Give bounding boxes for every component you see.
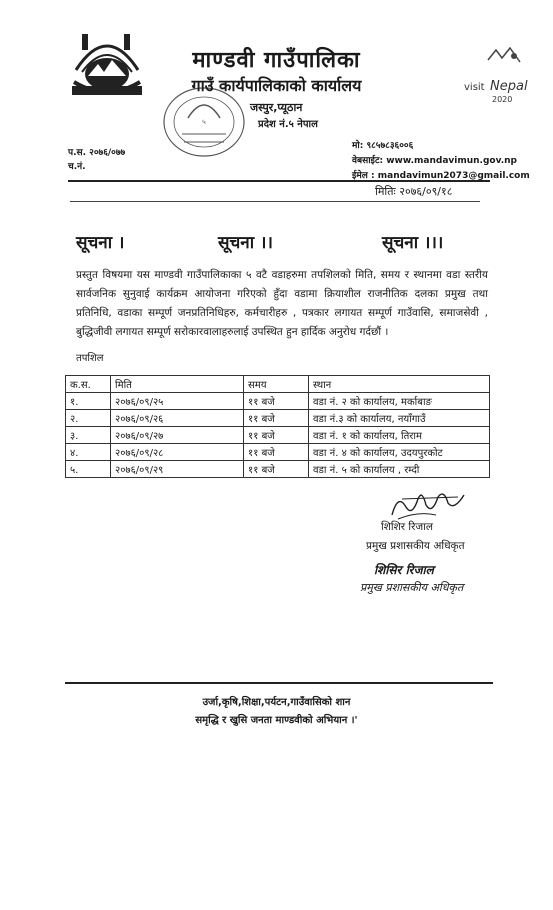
row-date: २०७६/०९/२६ [111,410,244,427]
row-place: वडा नं. ५ को कार्यालय , रम्दी [309,461,490,478]
row-place: वडा नं. १ को कार्यालय, तिराम [309,427,490,444]
table-row [66,461,490,478]
website: वेबसाईट: www.mandavimun.gov.np [352,156,517,166]
office-location: जस्पुर,प्यूठान [250,101,303,114]
table-row [66,393,490,410]
office-province: प्रदेश नं.५ नेपाल [258,119,318,130]
header-divider [68,180,490,182]
svg-text:Nepal: Nepal [490,79,528,94]
row-sn: १. [66,393,111,410]
row-place: वडा नं. २ को कार्यालय, मर्काबाङ [309,393,490,410]
svg-text:2020: 2020 [492,95,513,104]
notice-heading-2: सूचना ।। [218,233,273,253]
footer-slogan-2: समृद्धि र खुसि जनता माण्डवीको अभियान ।' [195,715,358,726]
row-time: ११ बजे [244,461,309,478]
header-time: समय [244,376,309,393]
notice-date: मितिः २०७६/०९/१८ [375,185,453,198]
row-date: २०७६/०९/२७ [111,427,244,444]
row-sn: ५. [66,461,111,478]
row-date: २०७६/०९/२५ [111,393,244,410]
notice-heading-3: सूचना ।।। [382,233,444,253]
table-row [66,444,490,461]
table-header-row [66,376,490,393]
dispatch-number: च.नं. [68,162,86,172]
table-row [66,410,490,427]
notice-body: प्रस्तुत विषयमा यस माण्डवी गाउँपालिकाका ५ वटै वडाहरुमा तपशिलको मिति, समय र स्थानमा वडा स्तरीय सार्वजनिक सुनुवाई कार्यक्रम आयोजना गरिएको हुँदा वडामा क्रियाशील राजनीतिक दलका प्रमुख तथा प्रतिनिधि, वडाका सम्पूर्ण जनप्रतिनिधिहरु, कर्मचारीहरु , पत्रकार लगायत सम्पूर्ण गाउँवासि, समाजसेवी , बुद्धिजीवी लगायत सम्पूर्ण सरोकारवालाहरुलाई उपस्थित हुन हार्दिक अनुरोध गर्दछौं । [76,269,488,338]
signatory-post: प्रमुख प्रशासकीय अधिकृत [366,540,465,552]
row-date: २०७६/०९/२९ [111,461,244,478]
row-time: ११ बजे [244,444,309,461]
reference-number: प.स. २०७६/०७७ [68,148,126,158]
notice-heading-1: सूचना । [76,233,125,253]
footer-divider [65,682,493,684]
office-subtitle: गाउँ कार्यपालिकाको कार्यालय [191,76,362,95]
row-time: ११ बजे [244,393,309,410]
row-place: वडा नं.३ को कार्यालय, नयाँगाउँ [309,410,490,427]
row-date: २०७६/०९/२८ [111,444,244,461]
municipality-title: माण्डवी गाउँपालिका [192,48,361,73]
header-date: मिति [111,376,244,393]
row-sn: २. [66,410,111,427]
header-sn: क.स. [66,376,111,393]
signatory-post-stamp: प्रमुख प्रशासकीय अधिकृत [360,581,464,594]
svg-text:visit: visit [464,82,485,93]
header-place: स्थान [309,376,490,393]
email: ईमेल : mandavimun2073@gmail.com [352,171,530,181]
row-time: ११ बजे [244,410,309,427]
schedule-table [65,375,490,478]
table-row [66,427,490,444]
signatory-name-stamp: शिसिर रिजाल [374,563,434,577]
phone-number: मो: ९८५७८३६००६ [352,141,414,151]
schedule-label: तपशिल [76,353,104,364]
row-sn: ३. [66,427,111,444]
svg-text:५: ५ [202,118,206,126]
signatory-name: शिशिर रिजाल [381,521,433,533]
date-divider [70,201,480,202]
row-place: वडा नं. ४ को कार्यालय, उदयपुरकोट [309,444,490,461]
handwritten-signature-icon [388,485,468,523]
footer-slogan-1: उर्जा,कृषि,शिक्षा,पर्यटन,गाउँवासिको शान [202,697,351,708]
row-sn: ४. [66,444,111,461]
row-time: ११ बजे [244,427,309,444]
